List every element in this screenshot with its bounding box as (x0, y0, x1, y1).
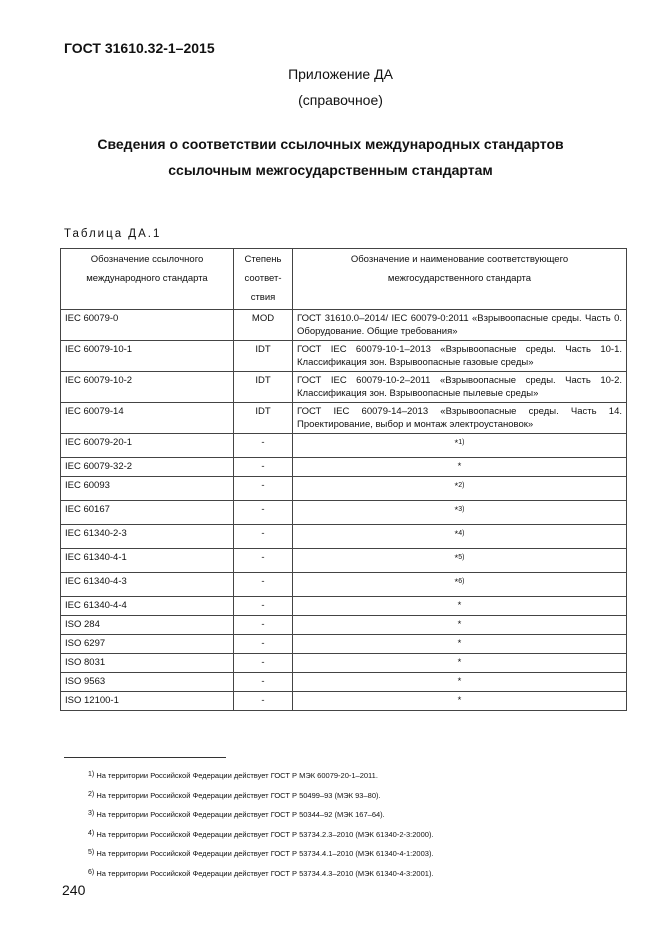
table-row (61, 549, 627, 573)
standard-name: * (454, 481, 459, 492)
cell-degree: - (234, 616, 293, 635)
table-row (61, 477, 627, 501)
cell-degree: - (234, 549, 293, 573)
header-degree (234, 249, 293, 310)
footnote (88, 825, 434, 845)
cell-international-standard: IEC 60079-10-1 (61, 341, 234, 372)
cell-degree: IDT (234, 341, 293, 372)
table-row (61, 635, 627, 654)
section-heading-line1: Сведения о соответствии ссылочных международных стандартов (97, 136, 564, 152)
cell-interstate-standard (293, 372, 627, 403)
header-line: Обозначение и наименование соответствующего (350, 254, 569, 265)
cell-interstate-standard (293, 692, 627, 711)
table-label: Таблица ДА.1 (64, 228, 162, 240)
cell-international-standard: IEC 60093 (61, 477, 234, 501)
cell-degree: IDT (234, 403, 293, 434)
standard-name: * (457, 657, 462, 668)
standard-name: * (454, 438, 459, 449)
standard-name: * (457, 600, 462, 611)
footnote (88, 864, 434, 884)
cell-international-standard: ISO 6297 (61, 635, 234, 654)
cell-interstate-standard (293, 525, 627, 549)
cell-interstate-standard (293, 573, 627, 597)
cell-degree: - (234, 525, 293, 549)
cell-degree: - (234, 654, 293, 673)
cell-degree: - (234, 673, 293, 692)
cell-international-standard: IEC 61340-2-3 (61, 525, 234, 549)
standard-name: * (454, 505, 459, 516)
cell-interstate-standard (293, 616, 627, 635)
table-row (61, 310, 627, 341)
standard-name: ГОСТ IEC 60079-10-2–2011 «Взрывоопасные среды. Часть 10-2. Классификация зон. Взрывоопасные пылевые среды» (297, 375, 622, 399)
footnote (88, 786, 434, 806)
footnote-mark: 2) (88, 790, 95, 798)
table-row (61, 616, 627, 635)
cell-interstate-standard (293, 549, 627, 573)
table-row (61, 341, 627, 372)
header-international-standard (61, 249, 234, 310)
footnote-marker: 6) (458, 578, 465, 585)
footnote (88, 766, 434, 786)
cell-interstate-standard (293, 434, 627, 458)
header-line: Степень (244, 254, 282, 265)
cell-interstate-standard (293, 403, 627, 434)
cell-interstate-standard (293, 654, 627, 673)
standard-name: * (457, 695, 462, 706)
cell-international-standard: ISO 9563 (61, 673, 234, 692)
footnote-mark: 6) (88, 868, 95, 876)
section-heading-line2: ссылочным межгосударственным стандартам (168, 162, 493, 178)
table-body (61, 310, 627, 711)
cell-interstate-standard (293, 597, 627, 616)
footnote-mark: 4) (88, 829, 95, 837)
footnote-text: На территории Российской Федерации действует ГОСТ Р 53734.4.3–2010 (МЭК 61340-4-3:2001). (96, 868, 434, 878)
standard-name: ГОСТ IEC 60079-10-1–2013 «Взрывоопасные среды. Часть 10-1. Классификация зон. Взрывоопасные газовые среды» (297, 344, 622, 368)
footnote-text: На территории Российской Федерации действует ГОСТ Р 50499–93 (МЭК 93–80). (96, 790, 381, 800)
table-row (61, 654, 627, 673)
cell-degree: - (234, 458, 293, 477)
footnote-divider (64, 757, 226, 758)
table-row (61, 692, 627, 711)
cell-international-standard: IEC 61340-4-3 (61, 573, 234, 597)
table-row (61, 458, 627, 477)
cell-degree: - (234, 477, 293, 501)
table-header-row (61, 249, 627, 310)
footnote-mark: 3) (88, 810, 95, 817)
footnotes (88, 766, 434, 883)
cell-interstate-standard (293, 341, 627, 372)
standard-name: ГОСТ 31610.0–2014/ IEC 60079-0:2011 «Взрывоопасные среды. Часть 0. Оборудование. Общие требования» (297, 313, 622, 337)
footnote-text: На территории Российской Федерации действует ГОСТ Р 53734.2.3–2010 (МЭК 61340-2-3:2000). (96, 829, 434, 839)
standard-name: * (454, 577, 459, 588)
header-line: Обозначение ссылочного (90, 254, 204, 265)
footnote-text: На территории Российской Федерации действует ГОСТ Р МЭК 60079-20-1–2011. (96, 771, 378, 780)
table-row (61, 372, 627, 403)
document-id: ГОСТ 31610.32-1–2015 (64, 40, 215, 56)
footnote-marker: 3) (458, 506, 465, 513)
cell-international-standard: ISO 284 (61, 616, 234, 635)
table-row (61, 597, 627, 616)
standard-name: * (454, 529, 459, 540)
cell-degree: - (234, 692, 293, 711)
cell-international-standard: IEC 60079-0 (61, 310, 234, 341)
cell-international-standard: IEC 60079-32-2 (61, 458, 234, 477)
footnote-mark: 1) (88, 771, 95, 778)
header-line: ствия (250, 292, 276, 303)
standard-name: * (457, 619, 462, 630)
cell-degree: - (234, 501, 293, 525)
correspondence-table (60, 248, 627, 711)
cell-international-standard: IEC 60167 (61, 501, 234, 525)
cell-degree: - (234, 573, 293, 597)
table-row (61, 434, 627, 458)
footnote-text: На территории Российской Федерации действует ГОСТ Р 50344–92 (МЭК 167–64). (96, 810, 385, 819)
standard-name: * (457, 638, 462, 649)
footnote-text: На территории Российской Федерации действует ГОСТ Р 53734.4.1–2010 (МЭК 61340-4-1:2003). (96, 849, 434, 858)
header-line: соответ- (244, 273, 282, 284)
cell-international-standard: IEC 60079-10-2 (61, 372, 234, 403)
footnote-marker: 2) (458, 482, 465, 489)
footnote-marker: 5) (458, 554, 465, 561)
table-row (61, 525, 627, 549)
page-number: 240 (62, 882, 86, 898)
cell-international-standard: IEC 60079-20-1 (61, 434, 234, 458)
appendix-title: Приложение ДА (288, 66, 393, 82)
table-row (61, 673, 627, 692)
footnote-marker: 4) (458, 530, 465, 537)
cell-degree: IDT (234, 372, 293, 403)
cell-international-standard: IEC 61340-4-4 (61, 597, 234, 616)
cell-interstate-standard (293, 501, 627, 525)
header-line: международного стандарта (86, 273, 208, 284)
cell-interstate-standard (293, 458, 627, 477)
cell-international-standard: IEC 60079-14 (61, 403, 234, 434)
table-row (61, 573, 627, 597)
header-line: межгосударственного стандарта (387, 273, 532, 284)
standard-name: * (457, 676, 462, 687)
standard-name: * (457, 461, 462, 472)
cell-degree: MOD (234, 310, 293, 341)
header-interstate-standard (293, 249, 627, 310)
table-row (61, 501, 627, 525)
cell-degree: - (234, 635, 293, 654)
footnote (88, 844, 434, 864)
cell-international-standard: ISO 12100-1 (61, 692, 234, 711)
cell-degree: - (234, 597, 293, 616)
cell-interstate-standard (293, 635, 627, 654)
cell-interstate-standard (293, 310, 627, 341)
footnote (88, 805, 434, 825)
cell-degree: - (234, 434, 293, 458)
footnote-marker: 1) (458, 439, 465, 446)
standard-name: * (454, 553, 459, 564)
cell-international-standard: ISO 8031 (61, 654, 234, 673)
appendix-type: (справочное) (298, 92, 383, 108)
cell-interstate-standard (293, 477, 627, 501)
cell-interstate-standard (293, 673, 627, 692)
standard-name: ГОСТ IEC 60079-14–2013 «Взрывоопасные среды. Часть 14. Проектирование, выбор и монтаж электроустановок» (297, 406, 622, 430)
footnote-mark: 5) (88, 849, 95, 856)
cell-international-standard: IEC 61340-4-1 (61, 549, 234, 573)
table-row (61, 403, 627, 434)
